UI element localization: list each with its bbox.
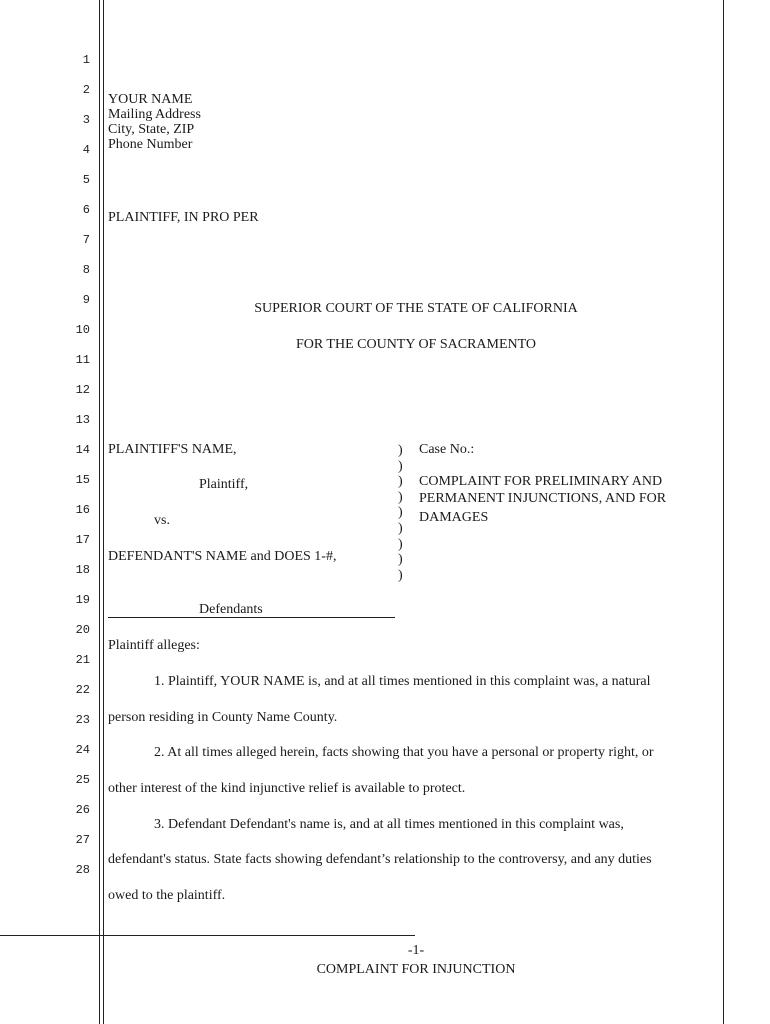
line-number: 21 — [75, 653, 90, 667]
line-number: 24 — [75, 743, 90, 757]
line-number: 9 — [82, 293, 90, 307]
line-number: 19 — [75, 593, 90, 607]
line-number: 26 — [75, 803, 90, 817]
filer-phone: Phone Number — [108, 137, 193, 152]
line-number: 6 — [82, 203, 90, 217]
paragraph-2-line: other interest of the kind injunctive relief is available to protect. — [108, 781, 466, 796]
line-number: 4 — [82, 143, 90, 157]
complaint-title-line: PERMANENT INJUNCTIONS, AND FOR — [419, 491, 667, 506]
line-number: 13 — [75, 413, 90, 427]
line-number: 25 — [75, 773, 90, 787]
caption-paren: ) — [398, 489, 403, 505]
line-number: 1 — [82, 53, 90, 67]
line-number: 11 — [75, 353, 90, 367]
defendant-name: DEFENDANT'S NAME and DOES 1-#, — [108, 549, 337, 564]
right-margin-rule — [723, 0, 724, 1024]
footer-rule — [0, 935, 415, 936]
line-number: 27 — [75, 833, 90, 847]
defendants-label: Defendants — [199, 602, 263, 617]
caption-paren: ) — [398, 567, 403, 583]
line-number: 8 — [82, 263, 90, 277]
caption-paren: ) — [398, 505, 403, 521]
caption-parentheses — [398, 443, 408, 583]
filer-address: Mailing Address — [108, 107, 201, 122]
paragraph-1-line: 1. Plaintiff, YOUR NAME is, and at all times mentioned in this complaint was, a natural — [154, 674, 651, 689]
line-number: 14 — [75, 443, 90, 457]
line-number: 28 — [75, 863, 90, 877]
left-margin-rule — [99, 0, 100, 1024]
line-number: 22 — [75, 683, 90, 697]
complaint-title-line: COMPLAINT FOR PRELIMINARY AND — [419, 474, 663, 489]
line-number: 7 — [82, 233, 90, 247]
plaintiff-name: PLAINTIFF'S NAME, — [108, 442, 237, 457]
case-number-label: Case No.: — [419, 442, 475, 457]
caption-underline — [108, 617, 395, 618]
paragraph-3-line: defendant's status. State facts showing defendant’s relationship to the controversy, and any duties — [108, 852, 652, 867]
court-name: SUPERIOR COURT OF THE STATE OF CALIFORNIA — [254, 301, 578, 316]
paragraph-3-line: 3. Defendant Defendant's name is, and at all times mentioned in this complaint was, — [154, 817, 624, 832]
caption-paren: ) — [398, 474, 403, 490]
court-county: FOR THE COUNTY OF SACRAMENTO — [295, 337, 537, 352]
footer-title: COMPLAINT FOR INJUNCTION — [316, 962, 516, 977]
paragraph-3-line: owed to the plaintiff. — [108, 888, 226, 903]
paragraph-1-line: person residing in County Name County. — [108, 710, 338, 725]
caption-paren: ) — [398, 520, 403, 536]
filer-party-designation: PLAINTIFF, IN PRO PER — [108, 210, 259, 225]
line-number: 5 — [82, 173, 90, 187]
caption-paren: ) — [398, 552, 403, 568]
paragraph-2-line: 2. At all times alleged herein, facts showing that you have a personal or property right, or — [154, 745, 654, 760]
footer-page-number: -1- — [407, 943, 425, 958]
line-number: 3 — [82, 113, 90, 127]
line-number-column — [0, 0, 92, 900]
complaint-title-line: DAMAGES — [419, 510, 489, 525]
line-number: 16 — [75, 503, 90, 517]
caption-paren: ) — [398, 443, 403, 458]
versus-label: vs. — [154, 513, 170, 528]
left-margin-rule-inner — [103, 0, 104, 1024]
line-number: 12 — [75, 383, 90, 397]
line-number: 18 — [75, 563, 90, 577]
filer-name: YOUR NAME — [108, 92, 193, 107]
allegations-intro: Plaintiff alleges: — [108, 638, 200, 653]
line-number: 10 — [75, 323, 90, 337]
caption-paren: ) — [398, 536, 403, 552]
line-number: 2 — [82, 83, 90, 97]
filer-city-state-zip: City, State, ZIP — [108, 122, 195, 137]
line-number: 23 — [75, 713, 90, 727]
line-number: 20 — [75, 623, 90, 637]
plaintiff-label: Plaintiff, — [199, 477, 249, 492]
line-number: 17 — [75, 533, 90, 547]
line-number: 15 — [75, 473, 90, 487]
caption-paren: ) — [398, 458, 403, 474]
